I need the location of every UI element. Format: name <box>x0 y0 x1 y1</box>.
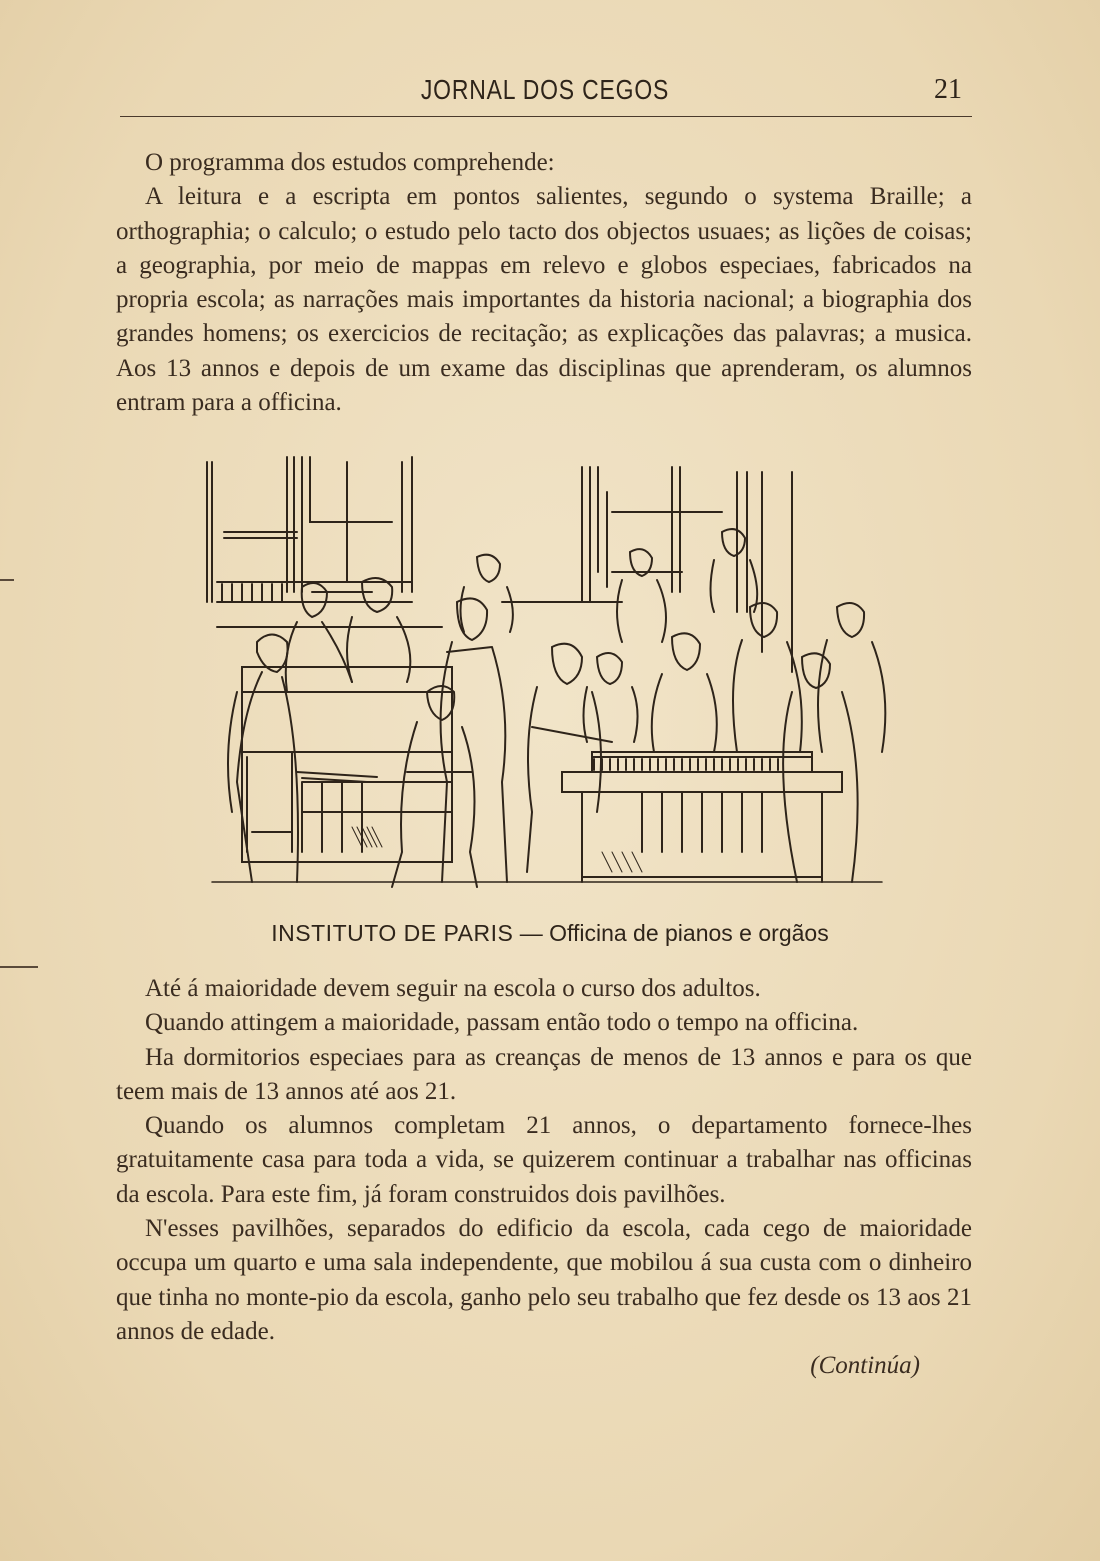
caption-subject: Officina de pianos e orgãos <box>549 920 829 946</box>
header-rule <box>120 116 972 117</box>
margin-mark <box>0 579 14 581</box>
top-text-block <box>116 146 972 420</box>
caption-dash: — <box>513 920 550 946</box>
paragraph: Ha dormitorios especiaes para as creanças de menos de 13 annos e para os que teem mais de 13 annos até aos 21. <box>116 1043 972 1105</box>
paragraph: Quando attingem a maioridade, passam então todo o tempo na officina. <box>145 1009 859 1037</box>
running-header <box>120 74 970 114</box>
paragraph: Quando os alumnos completam 21 annos, o departamento fornece-lhes gratuitamente casa para toda a vida, se quizerem continuar a trabalhar nas officinas da escola. Para este fim, já foram construidos dois pavilhões. <box>116 1112 972 1208</box>
journal-title: JORNAL DOS CEGOS <box>420 74 670 105</box>
margin-mark <box>0 966 38 968</box>
workshop-illustration <box>202 452 892 892</box>
bottom-text-block <box>116 972 972 1349</box>
page-number: 21 <box>934 74 962 105</box>
caption-place: INSTITUTO DE PARIS <box>271 920 514 946</box>
paragraph: O programma dos estudos comprehende: <box>145 149 555 176</box>
paragraph: A leitura e a escripta em pontos salientes, segundo o systema Braille; a orthographia; o calculo; o estudo pelo tacto dos objectos usuaes; as lições de coisas; a geographia, por meio de mappas em relevo e globos especiaes, fabricados na propria escola; as narrações mais importantes da historia nacional; a biographia dos grandes homens; os exercicios de recitação; as explicações das palavras; a musica. Aos 13 annos e depois de um exame das disciplinas que aprenderam, os alumnos entram para a officina. <box>116 183 972 417</box>
figure-caption <box>0 920 1100 947</box>
continua-note: (Continúa) <box>810 1352 920 1379</box>
paragraph: Até á maioridade devem seguir na escola o curso dos adultos. <box>145 975 761 1002</box>
paragraph: N'esses pavilhões, separados do edificio da escola, cada cego de maioridade occupa um quarto e uma sala independente, que mobilou á sua custa com o dinheiro que tinha no monte-pio da escola, ganho pelo seu trabalho que fez desde os 13 aos 21 annos de edade. <box>116 1215 972 1345</box>
